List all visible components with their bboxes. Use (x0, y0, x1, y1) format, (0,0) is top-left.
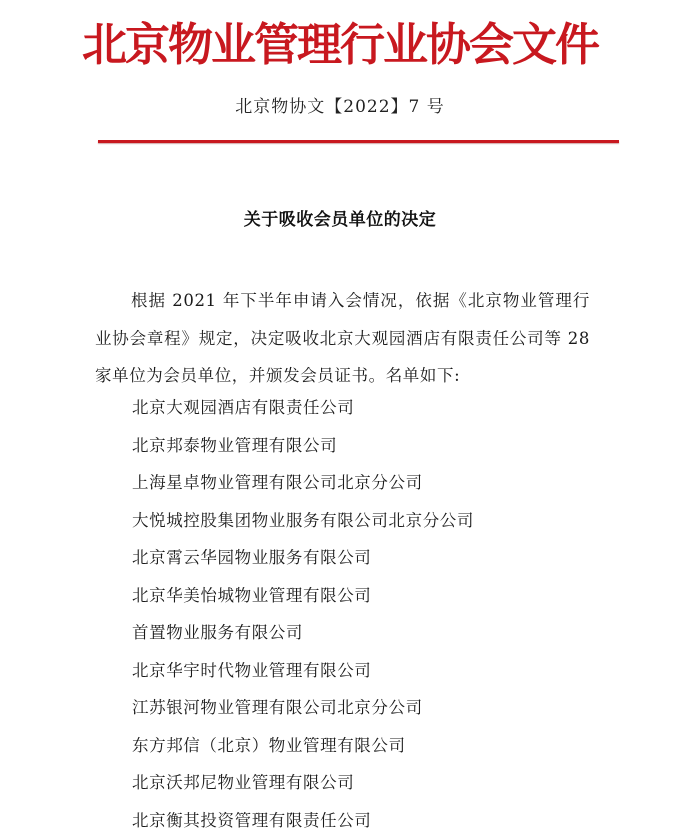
document-subject: 关于吸收会员单位的决定 (0, 205, 680, 235)
header-divider (98, 140, 619, 143)
member-item: 北京邦泰物业管理有限公司 (132, 427, 474, 465)
body-paragraph: 根据 2021 年下半年申请入会情况，依据《北京物业管理行业协会章程》规定，决定吸收北京大观园酒店有限责任公司等 28 家单位为会员单位，并颁发会员证书。名单如下: (95, 282, 590, 395)
member-item: 上海星卓物业管理有限公司北京分公司 (132, 464, 474, 502)
member-item: 北京沃邦尼物业管理有限公司 (132, 764, 474, 802)
member-item: 北京华宇时代物业管理有限公司 (132, 652, 474, 690)
member-list (132, 389, 474, 839)
document-number: 北京物协文【2022】7 号 (0, 92, 680, 122)
member-item: 北京大观园酒店有限责任公司 (132, 389, 474, 427)
member-item: 大悦城控股集团物业服务有限公司北京分公司 (132, 502, 474, 540)
document-header-title: 北京物业管理行业协会文件 (0, 14, 680, 76)
member-item: 北京衡其投资管理有限责任公司 (132, 802, 474, 839)
member-item: 江苏银河物业管理有限公司北京分公司 (132, 689, 474, 727)
member-item: 北京霄云华园物业服务有限公司 (132, 539, 474, 577)
member-item: 北京华美怡城物业管理有限公司 (132, 577, 474, 615)
member-item: 首置物业服务有限公司 (132, 614, 474, 652)
member-item: 东方邦信（北京）物业管理有限公司 (132, 727, 474, 765)
